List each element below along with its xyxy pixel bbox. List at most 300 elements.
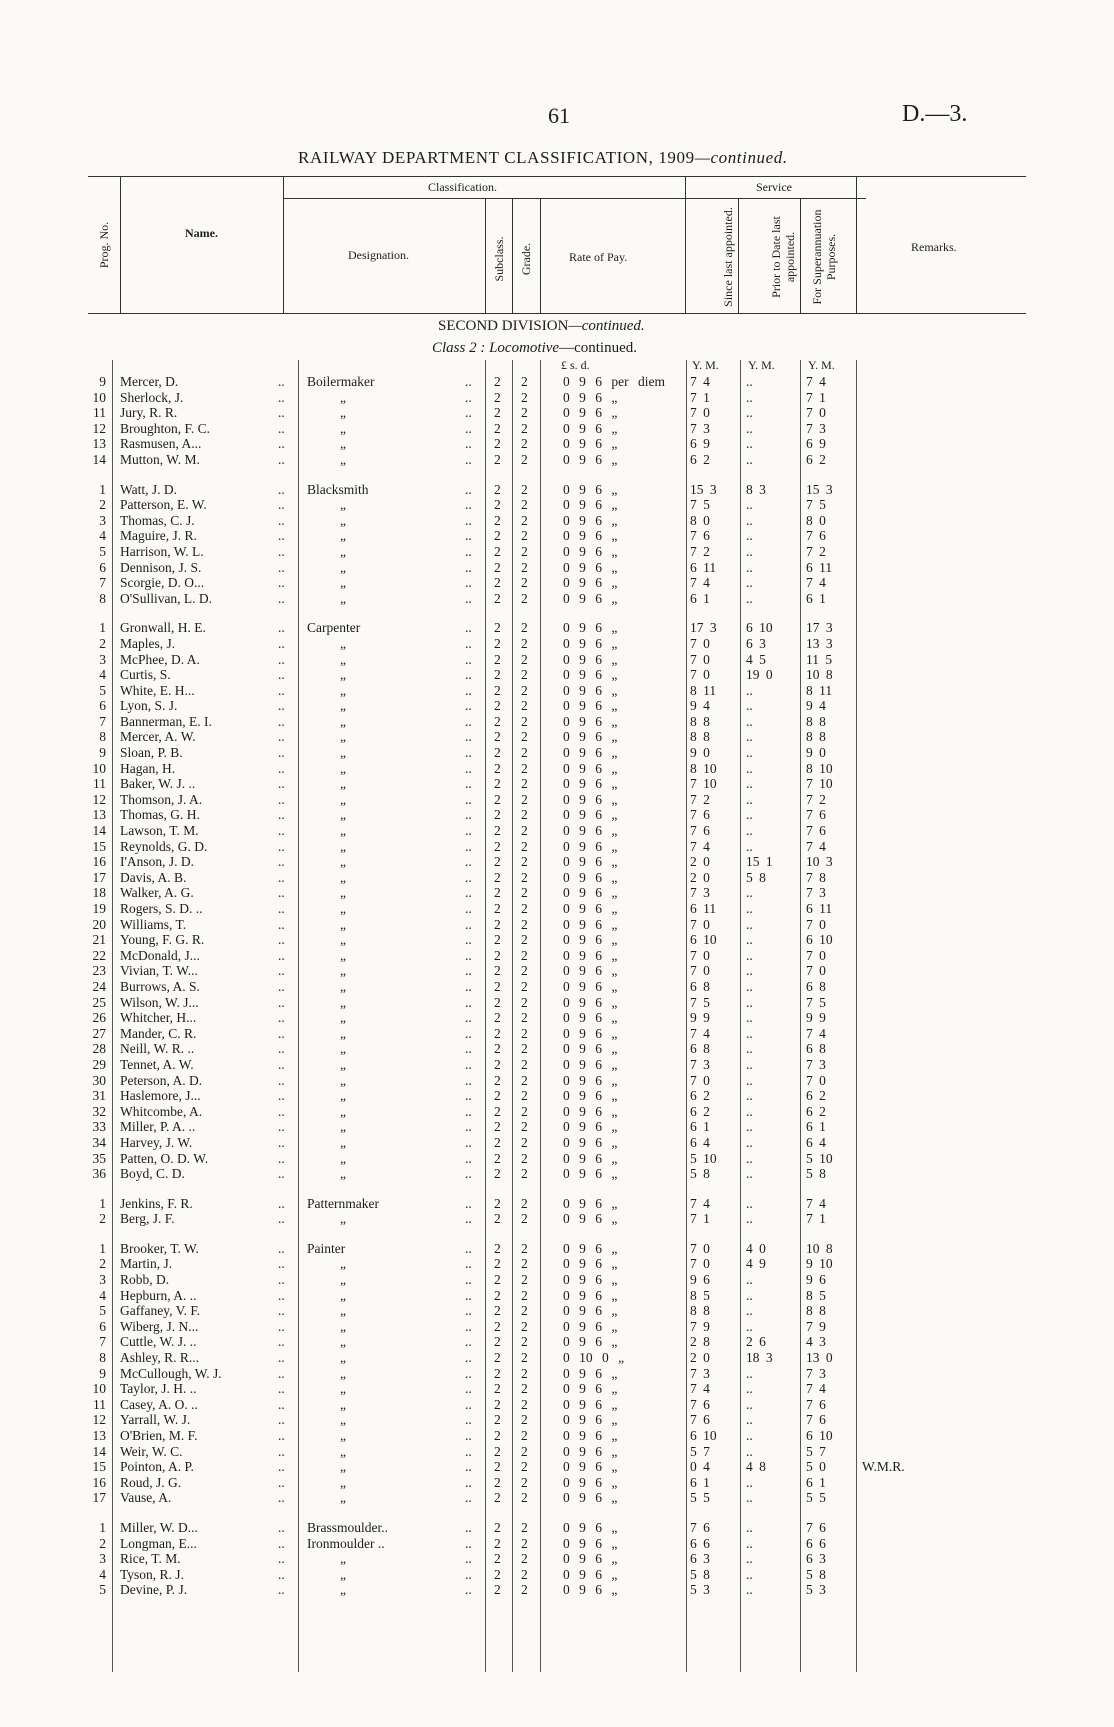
table-row	[0, 963, 1114, 979]
ditto-mark: „	[340, 916, 346, 932]
prior-cell: ..	[746, 1103, 753, 1119]
name-cell: Casey, A. O. ..	[120, 1396, 198, 1412]
designation-cell: Boilermaker	[307, 374, 375, 389]
super-cell: 8 8	[806, 713, 826, 729]
name-cell: Cuttle, W. J. ..	[120, 1334, 197, 1350]
leader-dots: ..	[278, 1428, 285, 1443]
rate-cell: 0 9 6 „	[563, 776, 618, 792]
name-cell: Berg, J. F.	[120, 1211, 175, 1227]
super-cell: 5 8	[806, 1166, 826, 1182]
name-cell: Yarrall, W. J.	[120, 1412, 191, 1428]
prog-cell: 8	[99, 590, 106, 606]
since-cell: 7 0	[690, 1256, 710, 1272]
super-cell: 8 8	[806, 729, 826, 745]
leader-dots: ..	[278, 776, 285, 792]
table-row	[0, 1288, 1114, 1304]
grade-cell: 2	[521, 651, 528, 667]
leader-dots: ..	[465, 1088, 472, 1104]
leader-dots: ..	[278, 745, 285, 761]
rate-cell: 0 9 6 „	[563, 1535, 618, 1551]
prog-cell: 36	[92, 1166, 106, 1182]
table-row	[0, 1241, 1114, 1257]
super-cell: 13 0	[806, 1350, 833, 1366]
leader-dots: ..	[465, 682, 472, 698]
super-units: Y. M.	[808, 358, 835, 372]
table-group	[0, 374, 1114, 468]
grade-cell: 2	[521, 575, 528, 591]
subclass-cell: 2	[494, 1334, 501, 1350]
table-row	[0, 1104, 1114, 1120]
rate-cell: 0 9 6 „	[563, 1428, 618, 1443]
subclass-cell: 2	[494, 1025, 501, 1041]
rate-cell: 0 9 6 „	[563, 682, 618, 698]
rate-cell: 0 9 6 „	[563, 1166, 618, 1182]
subclass-cell: 2	[494, 1166, 501, 1182]
grade-cell: 2	[521, 1334, 528, 1350]
leader-dots: ..	[465, 528, 472, 544]
ditto-mark: „	[340, 512, 346, 528]
leader-dots: ..	[278, 590, 285, 606]
since-cell: 7 5	[690, 497, 710, 513]
leader-dots: ..	[465, 1072, 472, 1088]
grade-cell: 2	[521, 667, 528, 683]
since-cell: 15 3	[690, 481, 717, 497]
since-cell: 7 0	[690, 1072, 710, 1088]
leader-dots: ..	[465, 1303, 472, 1319]
since-cell: 7 6	[690, 528, 710, 544]
name-cell: Lawson, T. M.	[120, 823, 199, 839]
leader-dots: ..	[278, 1334, 285, 1350]
since-cell: 6 11	[690, 901, 717, 916]
leader-dots: ..	[465, 916, 472, 932]
name-cell: Wilson, W. J...	[120, 994, 199, 1010]
prog-cell: 22	[92, 947, 106, 963]
prog-cell: 5	[99, 1582, 106, 1598]
rate-cell: 0 9 6 „	[563, 791, 618, 807]
name-cell: McDonald, J...	[120, 947, 200, 963]
grade-cell: 2	[521, 451, 528, 467]
table-row	[0, 1412, 1114, 1428]
table-row	[0, 1303, 1114, 1319]
leader-dots: ..	[278, 791, 285, 807]
leader-dots: ..	[278, 1211, 285, 1227]
since-cell: 6 2	[690, 1103, 710, 1119]
table-row	[0, 374, 1114, 390]
subclass-cell: 2	[494, 1551, 501, 1567]
ditto-mark: „	[340, 823, 346, 839]
since-cell: 7 4	[690, 838, 710, 854]
prior-cell: ..	[746, 963, 753, 979]
since-cell: 7 5	[690, 994, 710, 1010]
grade-cell: 2	[521, 1396, 528, 1412]
since-cell: 7 2	[690, 791, 710, 807]
leader-dots: ..	[278, 994, 285, 1010]
leader-dots: ..	[465, 451, 472, 467]
table-row	[0, 1520, 1114, 1536]
since-cell: 6 3	[690, 1551, 710, 1567]
leader-dots: ..	[465, 1334, 472, 1350]
grade-cell: 2	[521, 1240, 528, 1256]
ditto-mark: „	[340, 1474, 346, 1490]
super-cell: 10 8	[806, 1240, 833, 1256]
table-row	[0, 823, 1114, 839]
super-cell: 6 8	[806, 1041, 826, 1057]
rate-cell: 0 9 6 „	[563, 590, 618, 606]
prior-cell: ..	[746, 1150, 753, 1166]
table-group	[0, 620, 1114, 1181]
name-cell: Watt, J. D.	[120, 481, 178, 497]
leader-dots: ..	[278, 559, 285, 575]
prior-cell: ..	[746, 791, 753, 807]
super-cell: 6 10	[806, 1428, 833, 1443]
super-cell: 6 10	[806, 932, 833, 948]
grade-cell: 2	[521, 901, 528, 916]
super-cell: 8 10	[806, 760, 833, 776]
grade-cell: 2	[521, 436, 528, 452]
table-row	[0, 698, 1114, 714]
grade-cell: 2	[521, 1428, 528, 1443]
leader-dots: ..	[465, 1396, 472, 1412]
ditto-mark: „	[340, 497, 346, 513]
grade-cell: 2	[521, 1303, 528, 1319]
super-cell: 7 4	[806, 838, 826, 854]
grade-cell: 2	[521, 1041, 528, 1057]
name-cell: Roud, J. G.	[120, 1474, 182, 1490]
since-cell: 6 9	[690, 436, 710, 452]
super-cell: 7 4	[806, 575, 826, 591]
rate-cell: 0 9 6 „	[563, 1256, 618, 1272]
table-row	[0, 1397, 1114, 1413]
prior-header: Prior to Date last appointed.	[769, 216, 797, 298]
subclass-cell: 2	[494, 481, 501, 497]
leader-dots: ..	[278, 651, 285, 667]
since-cell: 7 1	[690, 389, 710, 405]
prog-cell: 1	[99, 481, 106, 497]
ditto-mark: „	[340, 1287, 346, 1303]
grade-cell: 2	[521, 420, 528, 436]
name-cell: Baker, W. J. ..	[120, 776, 196, 792]
prior-cell: ..	[746, 1072, 753, 1088]
since-cell: 7 0	[690, 651, 710, 667]
leader-dots: ..	[465, 1490, 472, 1506]
leader-dots: ..	[278, 1041, 285, 1057]
table-row	[0, 1490, 1114, 1506]
name-cell: Scorgie, D. O...	[120, 575, 205, 591]
super-cell: 7 0	[806, 963, 826, 979]
prior-cell: ..	[746, 420, 753, 436]
since-cell: 6 1	[690, 1474, 710, 1490]
subclass-cell: 2	[494, 901, 501, 916]
leader-dots: ..	[465, 1150, 472, 1166]
prior-cell: ..	[746, 1272, 753, 1288]
leader-dots: ..	[278, 1490, 285, 1506]
subclass-cell: 2	[494, 854, 501, 870]
service-header: Service	[756, 180, 792, 194]
leader-dots: ..	[465, 1459, 472, 1475]
prog-cell: 28	[92, 1041, 106, 1057]
leader-dots: ..	[278, 1166, 285, 1182]
designation-cell: Painter	[307, 1240, 346, 1256]
leader-dots: ..	[465, 1166, 472, 1182]
ditto-mark: „	[340, 1256, 346, 1272]
ditto-mark: „	[340, 436, 346, 452]
rate-cell: 0 9 6 „	[563, 1459, 618, 1475]
prog-cell: 9	[99, 1365, 106, 1381]
rate-cell: 0 9 6 „	[563, 1072, 618, 1088]
grade-cell: 2	[521, 791, 528, 807]
ditto-mark: „	[340, 1381, 346, 1397]
since-cell: 6 2	[690, 1088, 710, 1104]
super-cell: 6 1	[806, 1474, 826, 1490]
table-row	[0, 1272, 1114, 1288]
prior-cell: 5 8	[746, 869, 766, 885]
grade-cell: 2	[521, 1056, 528, 1072]
leader-dots: ..	[465, 1256, 472, 1272]
rate-cell: 0 9 6 „	[563, 760, 618, 776]
ditto-mark: „	[340, 978, 346, 994]
table-row	[0, 1010, 1114, 1026]
prog-cell: 13	[92, 1428, 106, 1443]
since-cell: 7 4	[690, 575, 710, 591]
leader-dots: ..	[465, 1519, 472, 1535]
since-cell: 8 10	[690, 760, 717, 776]
super-cell: 7 0	[806, 405, 826, 421]
since-cell: 6 10	[690, 932, 717, 948]
since-cell: 7 0	[690, 947, 710, 963]
leader-dots: ..	[278, 1318, 285, 1334]
leader-dots: ..	[465, 1381, 472, 1397]
designation-cell: Brassmoulder..	[307, 1519, 388, 1535]
prior-cell: ..	[746, 1287, 753, 1303]
super-cell: 7 0	[806, 1072, 826, 1088]
prog-cell: 23	[92, 963, 106, 979]
table-group	[0, 1196, 1114, 1227]
table-row	[0, 761, 1114, 777]
grade-cell: 2	[521, 1256, 528, 1272]
prog-cell: 35	[92, 1150, 106, 1166]
leader-dots: ..	[465, 760, 472, 776]
since-cell: 6 8	[690, 978, 710, 994]
leader-dots: ..	[465, 590, 472, 606]
leader-dots: ..	[278, 1088, 285, 1104]
since-cell: 7 10	[690, 776, 717, 792]
leader-dots: ..	[465, 620, 472, 636]
since-cell: 5 8	[690, 1166, 710, 1182]
prior-cell: ..	[746, 497, 753, 513]
leader-dots: ..	[465, 963, 472, 979]
leader-dots: ..	[278, 1010, 285, 1026]
table-row	[0, 1582, 1114, 1598]
prior-cell: ..	[746, 1519, 753, 1535]
name-cell: Vivian, T. W...	[120, 963, 198, 979]
rate-cell: 0 9 6 „	[563, 1103, 618, 1119]
since-cell: 7 0	[690, 405, 710, 421]
grade-cell: 2	[521, 1350, 528, 1366]
since-cell: 5 3	[690, 1582, 710, 1598]
ditto-mark: „	[340, 543, 346, 559]
table-row	[0, 1211, 1114, 1227]
leader-dots: ..	[465, 745, 472, 761]
leader-dots: ..	[465, 481, 472, 497]
leader-dots: ..	[278, 1103, 285, 1119]
super-cell: 7 1	[806, 389, 826, 405]
leader-dots: ..	[465, 932, 472, 948]
ditto-mark: „	[340, 947, 346, 963]
prior-cell: ..	[746, 405, 753, 421]
rate-cell: 0 9 6 „	[563, 389, 618, 405]
name-cell: Broughton, F. C.	[120, 420, 211, 436]
rate-cell: 0 9 6 „	[563, 729, 618, 745]
since-units: Y. M.	[692, 358, 719, 372]
prior-cell: ..	[746, 1134, 753, 1150]
table-group	[0, 1520, 1114, 1598]
prior-cell: ..	[746, 1381, 753, 1397]
leader-dots: ..	[278, 1566, 285, 1582]
table-row	[0, 620, 1114, 636]
subclass-cell: 2	[494, 1396, 501, 1412]
name-cell: McCullough, W. J.	[120, 1365, 222, 1381]
leader-dots: ..	[278, 854, 285, 870]
prog-cell: 10	[92, 389, 106, 405]
prog-cell: 29	[92, 1056, 106, 1072]
super-cell: 7 6	[806, 1412, 826, 1428]
prog-cell: 3	[99, 512, 106, 528]
prog-cell: 10	[92, 760, 106, 776]
section-title-main: SECOND DIVISION	[438, 318, 569, 334]
leader-dots: ..	[278, 885, 285, 901]
table-row	[0, 528, 1114, 544]
name-cell: Walker, A. G.	[120, 885, 194, 901]
prog-cell: 13	[92, 807, 106, 823]
subclass-cell: 2	[494, 1134, 501, 1150]
prog-cell: 30	[92, 1072, 106, 1088]
since-cell: 5 8	[690, 1566, 710, 1582]
rate-cell: 0 9 6 „	[563, 1088, 618, 1104]
ditto-mark: „	[340, 791, 346, 807]
super-cell: 6 6	[806, 1535, 826, 1551]
grade-cell: 2	[521, 1195, 528, 1211]
prog-cell: 17	[92, 869, 106, 885]
rate-cell: 0 9 6 „	[563, 1365, 618, 1381]
ditto-mark: „	[340, 1428, 346, 1443]
rate-cell: 0 9 6 „	[563, 512, 618, 528]
prior-cell: ..	[746, 559, 753, 575]
prior-cell: ..	[746, 807, 753, 823]
prog-cell: 6	[99, 1318, 106, 1334]
ditto-mark: „	[340, 854, 346, 870]
name-cell: Pointon, A. P.	[120, 1459, 194, 1475]
super-cell: 7 3	[806, 420, 826, 436]
super-cell: 6 2	[806, 1103, 826, 1119]
super-cell: 7 6	[806, 1396, 826, 1412]
table-row	[0, 636, 1114, 652]
rate-cell: 0 9 6 „	[563, 1134, 618, 1150]
super-cell: 6 2	[806, 1088, 826, 1104]
leader-dots: ..	[278, 1350, 285, 1366]
subclass-cell: 2	[494, 651, 501, 667]
since-header: Since last appointed.	[721, 207, 735, 307]
table-row	[0, 560, 1114, 576]
ditto-mark: „	[340, 420, 346, 436]
leader-dots: ..	[278, 1150, 285, 1166]
prior-units: Y. M.	[748, 358, 775, 372]
rate-cell: 0 9 6 „	[563, 405, 618, 421]
leader-dots: ..	[465, 1350, 472, 1366]
ditto-mark: „	[340, 1412, 346, 1428]
rate-cell: 0 9 6 „	[563, 1303, 618, 1319]
since-cell: 7 0	[690, 963, 710, 979]
grade-cell: 2	[521, 994, 528, 1010]
subclass-cell: 2	[494, 1103, 501, 1119]
leader-dots: ..	[278, 1474, 285, 1490]
name-cell: Whitcombe, A.	[120, 1103, 203, 1119]
subclass-cell: 2	[494, 528, 501, 544]
classification-header: Classification.	[428, 180, 497, 194]
rate-cell: 0 9 6 „	[563, 1010, 618, 1026]
leader-dots: ..	[465, 420, 472, 436]
table-row	[0, 482, 1114, 498]
leader-dots: ..	[465, 713, 472, 729]
ditto-mark: „	[340, 1318, 346, 1334]
leader-dots: ..	[278, 436, 285, 452]
leader-dots: ..	[278, 497, 285, 513]
table-row	[0, 1319, 1114, 1335]
leader-dots: ..	[465, 838, 472, 854]
ditto-mark: „	[340, 807, 346, 823]
super-cell: 7 1	[806, 1211, 826, 1227]
table-row	[0, 1381, 1114, 1397]
rate-cell: 0 9 6 „	[563, 1566, 618, 1582]
since-cell: 2 0	[690, 1350, 710, 1366]
prog-cell: 14	[92, 451, 106, 467]
table-row	[0, 575, 1114, 591]
rate-cell: 0 9 6 „	[563, 451, 618, 467]
leader-dots: ..	[465, 559, 472, 575]
since-cell: 2 8	[690, 1334, 710, 1350]
super-cell: 7 6	[806, 528, 826, 544]
prog-cell: 18	[92, 885, 106, 901]
subclass-cell: 2	[494, 978, 501, 994]
super-cell: 5 5	[806, 1490, 826, 1506]
ditto-mark: „	[340, 451, 346, 467]
leader-dots: ..	[465, 651, 472, 667]
super-cell: 4 3	[806, 1334, 826, 1350]
rate-cell: 0 9 6 „	[563, 978, 618, 994]
subclass-cell: 2	[494, 791, 501, 807]
leader-dots: ..	[465, 512, 472, 528]
ditto-mark: „	[340, 1443, 346, 1459]
prog-cell: 15	[92, 1459, 106, 1475]
leader-dots: ..	[465, 1272, 472, 1288]
ditto-mark: „	[340, 667, 346, 683]
table-row	[0, 421, 1114, 437]
subclass-cell: 2	[494, 559, 501, 575]
grade-cell: 2	[521, 760, 528, 776]
since-cell: 8 8	[690, 713, 710, 729]
name-cell: Mander, C. R.	[120, 1025, 197, 1041]
leader-dots: ..	[465, 1010, 472, 1026]
prior-cell: ..	[746, 1551, 753, 1567]
table-row	[0, 1057, 1114, 1073]
ditto-mark: „	[340, 1350, 346, 1366]
name-cell: Robb, D.	[120, 1272, 170, 1288]
prior-cell: 6 10	[746, 620, 773, 636]
leader-dots: ..	[278, 1272, 285, 1288]
rate-cell: 0 9 6 „	[563, 947, 618, 963]
table-row	[0, 1073, 1114, 1089]
leader-dots: ..	[465, 405, 472, 421]
super-cell: 7 9	[806, 1318, 826, 1334]
